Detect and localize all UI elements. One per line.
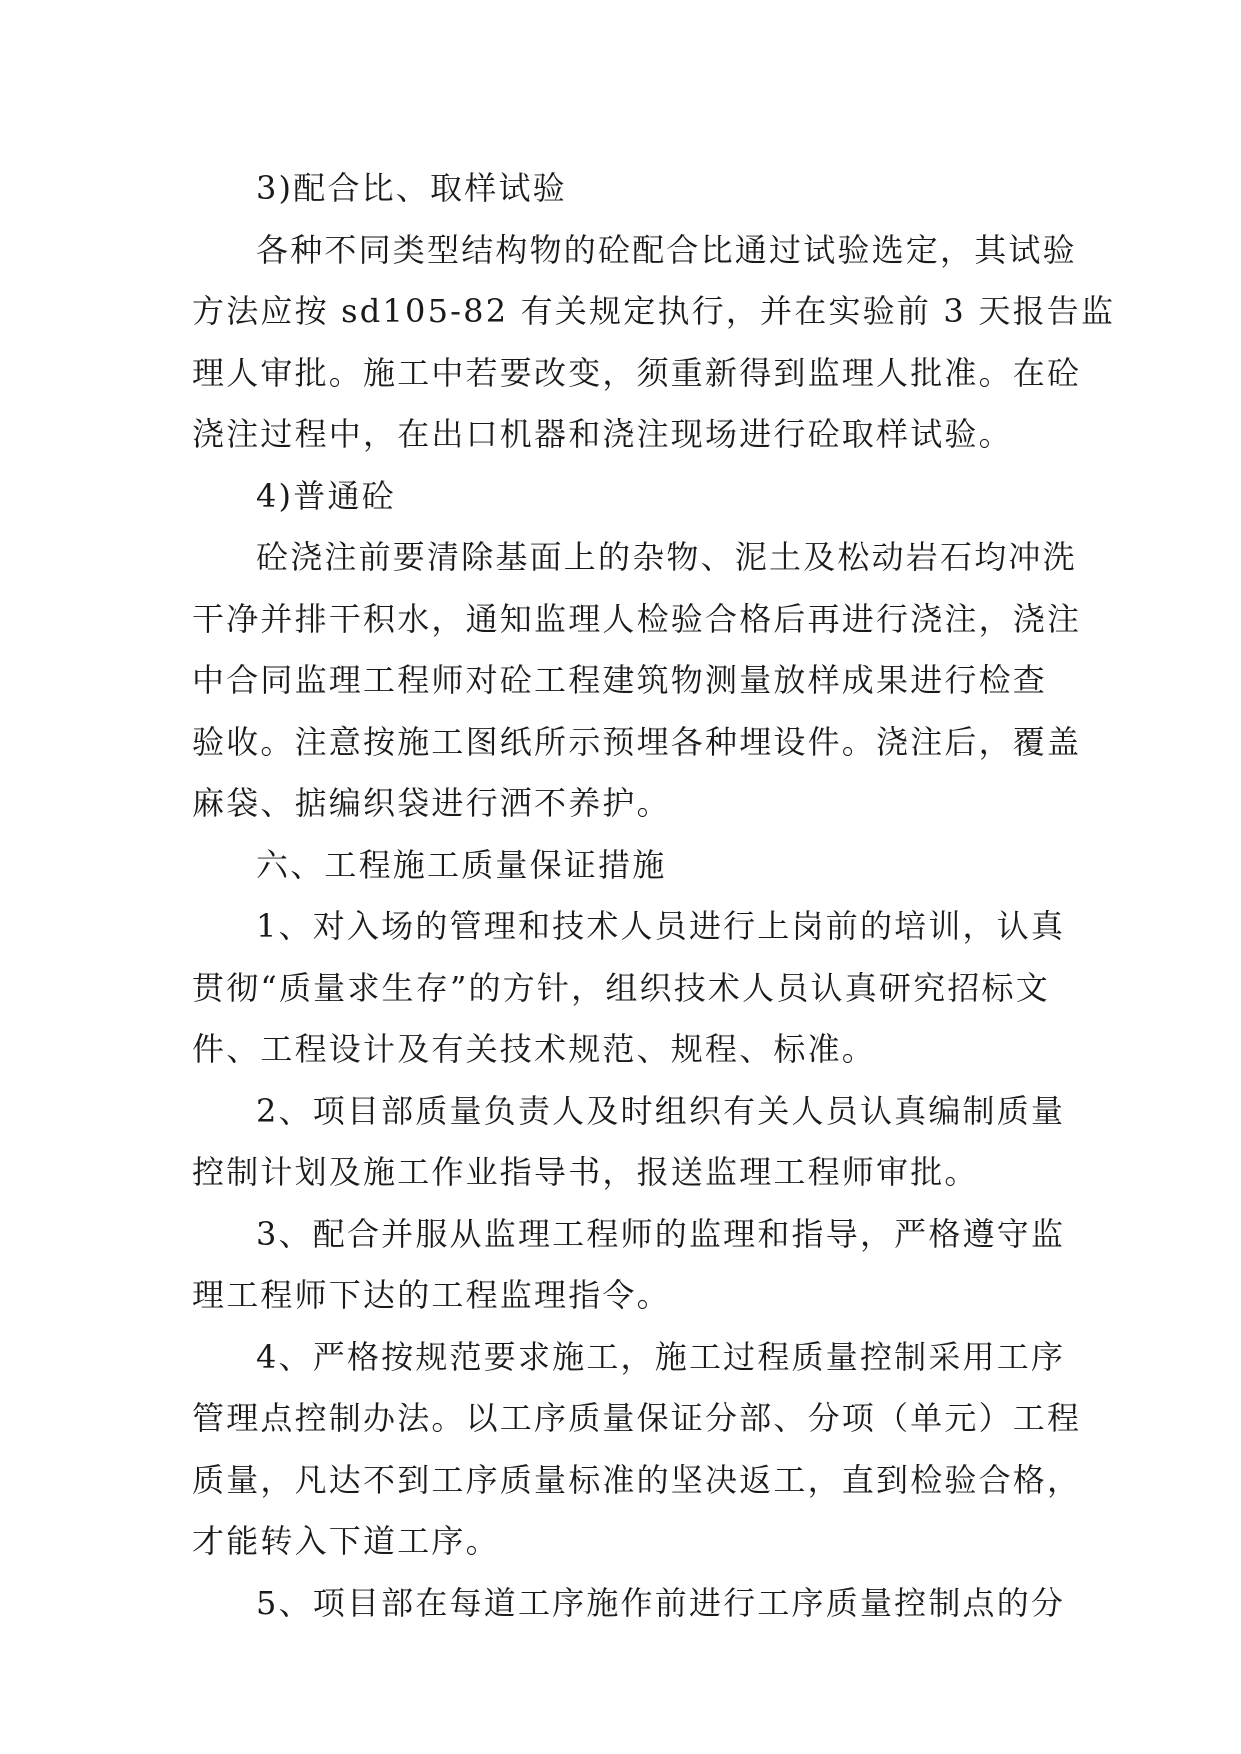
text-line: 各种不同类型结构物的砼配合比通过试验选定，其试验 <box>256 230 1077 269</box>
text-line: 才能转入下道工序。 <box>192 1522 500 1560</box>
text-line: 3、配合并服从监理工程师的监理和指导，严格遵守监 <box>256 1214 1066 1253</box>
text-line: 麻袋、掂编织袋进行洒不养护。 <box>192 784 671 822</box>
text-line: 方法应按 sd105-82 有关规定执行，并在实验前 3 天报告监 <box>192 292 1116 330</box>
paragraph-heading-mix-ratio <box>192 158 1052 220</box>
paragraph-concrete <box>192 527 1082 835</box>
document-body <box>192 158 1116 1634</box>
text-line: 浇注过程中，在出口机器和浇注现场进行砼取样试验。 <box>192 415 1013 453</box>
text-line: 1、对入场的管理和技术人员进行上岗前的培训，认真 <box>256 907 1066 945</box>
paragraph-item-4 <box>192 1327 1082 1573</box>
paragraph-item-1 <box>192 896 1066 1081</box>
text-line: 六、工程施工质量保证措施 <box>256 845 667 884</box>
text-line: 质量，凡达不到工序质量标准的坚决返工，直到检验合格， <box>192 1460 1082 1499</box>
text-line: 5、项目部在每道工序施作前进行工序质量控制点的分 <box>256 1583 1066 1622</box>
text-line: 贯彻“质量求生存”的方针，组织技术人员认真研究招标文 <box>192 968 1050 1007</box>
text-line: 3)配合比、取样试验 <box>256 169 567 207</box>
text-line: 4、严格按规范要求施工，施工过程质量控制采用工序 <box>256 1337 1066 1376</box>
paragraph-mix-ratio <box>192 220 1116 466</box>
text-line: 控制计划及施工作业指导书，报送监理工程师审批。 <box>192 1153 979 1191</box>
paragraph-item-5 <box>192 1573 1066 1635</box>
paragraph-item-3 <box>192 1204 1066 1327</box>
text-line: 理人审批。施工中若要改变，须重新得到监理人批准。在砼 <box>192 353 1082 392</box>
text-line: 4)普通砼 <box>256 476 396 515</box>
text-line: 管理点控制办法。以工序质量保证分部、分项（单元）工程 <box>192 1399 1082 1437</box>
text-line: 理工程师下达的工程监理指令。 <box>192 1276 671 1314</box>
text-line: 干净并排干积水，通知监理人检验合格后再进行浇注，浇注 <box>192 599 1082 638</box>
paragraph-item-2 <box>192 1081 1066 1204</box>
text-line: 砼浇注前要清除基面上的杂物、泥土及松动岩石均冲洗 <box>256 538 1077 576</box>
text-line: 件、工程设计及有关技术规范、规程、标准。 <box>192 1030 877 1068</box>
text-line: 中合同监理工程师对砼工程建筑物测量放样成果进行检查 <box>192 661 1048 699</box>
text-line: 验收。注意按施工图纸所示预埋各种埋设件。浇注后，覆盖 <box>192 722 1082 761</box>
text-line: 2、项目部质量负责人及时组织有关人员认真编制质量 <box>256 1091 1066 1130</box>
paragraph-heading-concrete <box>192 466 1052 528</box>
section-heading-quality <box>192 835 1052 897</box>
